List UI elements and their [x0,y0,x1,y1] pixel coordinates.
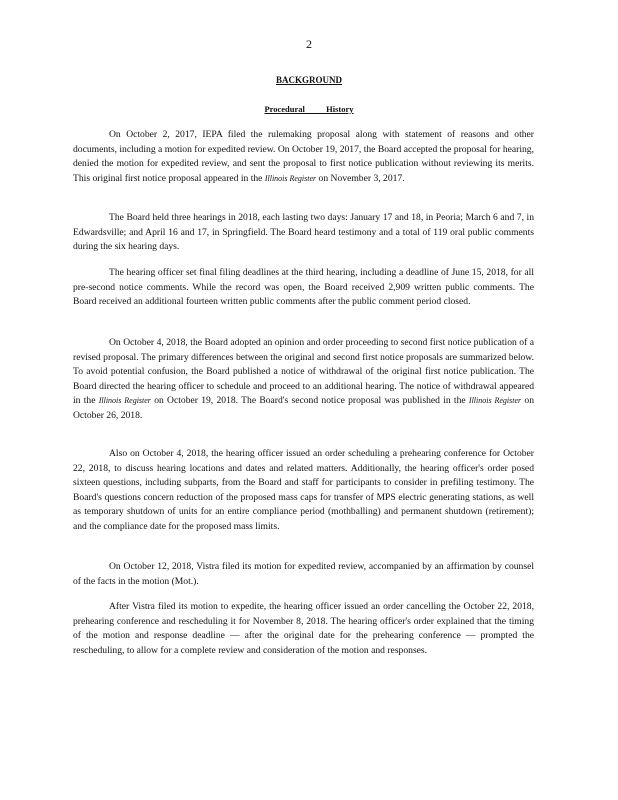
paragraph-4 [73,336,534,423]
subsection-heading-procedural-history [0,104,618,114]
paragraph-3-text: The hearing officer set final filing deadlines at the third hearing, including a deadline of June 15, 2018, for all pre-second notice comments. While the record was open, the Board received 2,909 written public comments. The Board received an additional fourteen written public comments after the public comment period closed. [73,267,534,307]
subsection-heading-text: Procedural History [264,104,354,114]
paragraph-7 [73,600,534,658]
paragraph-4-italic-register-2: Illinois Register [468,396,522,405]
paragraph-3 [73,266,534,310]
paragraph-1-text: On October 2, 2017, IEPA filed the rulemaking proposal along with statement of reasons and other documents, including a motion for expedited review. On October 19, 2017, the Board accepted the proposal for hearing, denied the motion for expedited review, and sent the proposal to first notice publication without reviewing its merits. This original first notice proposal appeared in the [73,129,534,184]
paragraph-4-italic-register-1: Illinois Register [98,396,151,405]
paragraph-1 [73,128,534,186]
paragraph-6-text: On October 12, 2018, Vistra filed its motion for expedited review, accompanied by an affirmation by counsel of the facts in the motion (Mot.). [73,561,534,587]
paragraph-4-text: On October 4, 2018, the Board adopted an opinion and order proceeding to second first notice publication of a revised proposal. The primary differences between the original and second first notice proposals are summarized below. To avoid potential confusion, the Board published a notice of withdrawal of the original first notice publication. The Board directed the hearing officer to schedule and proceed to an additional hearing. The notice of withdrawal appeared in the [73,337,534,406]
paragraph-7-text: After Vistra filed its motion to expedite, the hearing officer issued an order cancelling the October 22, 2018, prehearing conference and rescheduling it for November 8, 2018. The hearing officer's order explained that the timing of the motion and response deadline — after the original date for the prehearing conference — prompted the rescheduling, to allow for a complete review and consideration of the motion and responses. [73,601,534,656]
paragraph-5-text: Also on October 4, 2018, the hearing officer issued an order scheduling a prehearing conference for October 22, 2018, to discuss hearing locations and dates and related matters. Additionally, the hearing officer's order posed sixteen questions, including subparts, from the Board and staff for participants to consider in prefiling testimony. The Board's questions concern reduction of the proposed mass caps for transfer of MPS electric generating stations, as well as temporary shutdown of units for an entire compliance period (mothballing) and permanent shutdown (retirement); and the compliance date for the proposed mass limits. [73,448,534,532]
page-number: 2 [306,37,312,51]
paragraph-4-text-mid: on October 19, 2018. The Board's second notice proposal was published in the [150,395,469,406]
paragraph-4-text-end: on October 26, 2018. [73,395,534,421]
paragraph-2 [73,211,534,255]
section-heading-background-text: BACKGROUND [275,75,342,85]
paragraph-2-text: The Board held three hearings in 2018, each lasting two days: January 17 and 18, in Peoria; March 6 and 7, in Edwardsville; and April 16 and 17, in Springfield. The Board heard testimony and a total of 119 oral public comments during the six hearing days. [73,212,534,252]
paragraph-6 [73,560,534,589]
paragraph-1-italic-register: Illinois Register [264,173,317,183]
paragraph-5 [73,447,534,534]
paragraph-1-text-end: on November 3, 2017. [316,172,405,184]
section-heading-background [0,75,618,85]
